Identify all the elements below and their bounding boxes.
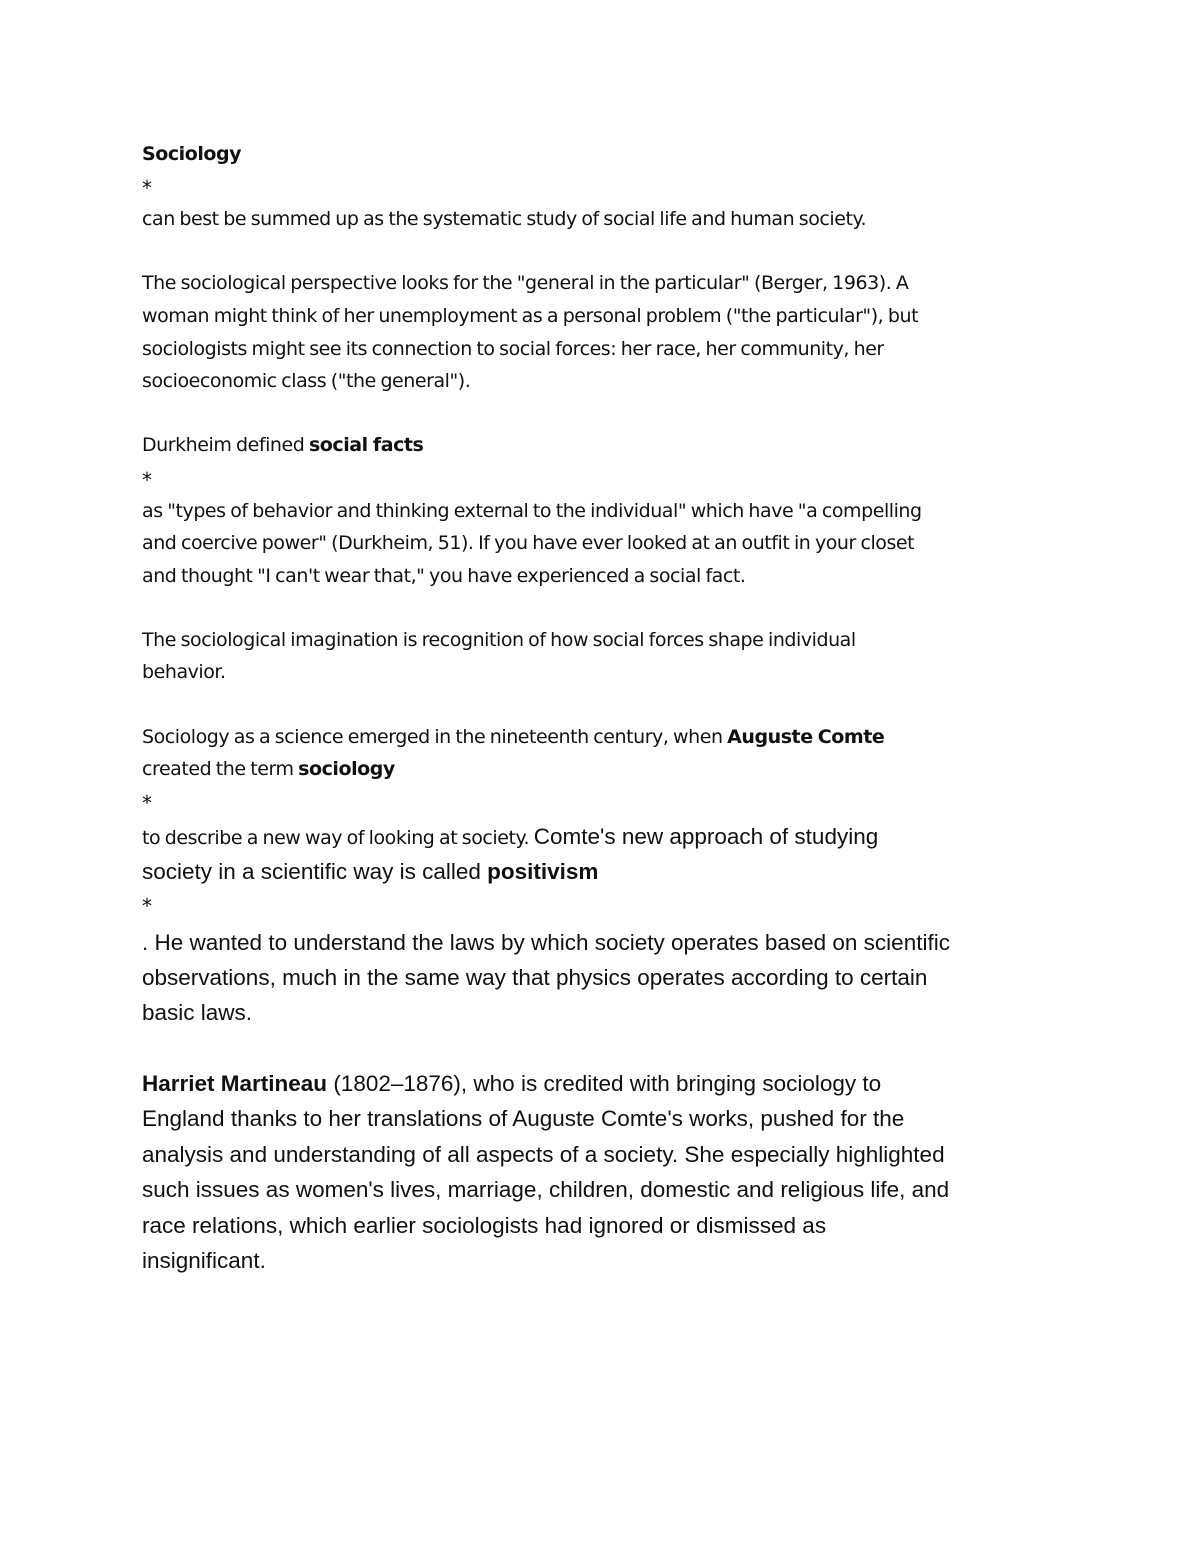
paragraph-line: insignificant. [142, 1248, 266, 1273]
paragraph-line: socioeconomic class ("the general"). [142, 370, 471, 392]
paragraph-text: to describe a new way of looking at society. [142, 827, 534, 849]
bold-name: Harriet Martineau [142, 1071, 328, 1096]
paragraph-text: created the term [142, 758, 299, 780]
paragraph-line: . He wanted to understand the laws by which society operates based on scientific [142, 930, 950, 955]
paragraph-line: behavior. [142, 661, 226, 683]
bold-name: Auguste Comte [727, 726, 885, 748]
paragraph-line [142, 1073, 881, 1096]
paragraph-line [142, 436, 423, 455]
paragraph-text: (1802–1876), who is credited with bringing sociology to [327, 1071, 882, 1096]
paragraph-line: basic laws. [142, 1000, 253, 1025]
paragraph-line: sociologists might see its connection to social forces: her race, her community, her [142, 338, 884, 360]
paragraph-text: society in a scientific way is called [142, 859, 488, 884]
paragraph-line: race relations, which earlier sociologists had ignored or dismissed as [142, 1213, 827, 1238]
paragraph-line: as "types of behavior and thinking external to the individual" which have "a compelling [142, 500, 922, 522]
paragraph-line: and thought "I can't wear that," you have experienced a social fact. [142, 565, 746, 587]
paragraph-text-large: Comte's new approach of studying [533, 824, 879, 849]
paragraph-line: The sociological imagination is recognition of how social forces shape individual [142, 629, 856, 651]
paragraph-line [142, 760, 395, 779]
document-title: Sociology [142, 143, 242, 165]
paragraph-line [142, 861, 598, 884]
paragraph-line: analysis and understanding of all aspects of a society. She especially highlighted [142, 1142, 945, 1167]
paragraph-line: such issues as women's lives, marriage, children, domestic and religious life, and [142, 1177, 950, 1202]
paragraph-text: Sociology as a science emerged in the nineteenth century, when [142, 726, 728, 748]
asterisk-marker: * [142, 468, 152, 492]
bold-term: social facts [308, 434, 424, 456]
paragraph-line [142, 826, 878, 849]
bold-term: sociology [298, 758, 395, 780]
paragraph-line: woman might think of her unemployment as a personal problem ("the particular"), but [142, 305, 919, 327]
paragraph-text: Durkheim defined [142, 434, 309, 456]
paragraph-line [142, 728, 884, 747]
asterisk-marker: * [142, 791, 152, 815]
definition-line: can best be summed up as the systematic study of social life and human society. [142, 208, 867, 230]
paragraph-line: and coercive power" (Durkheim, 51). If you have ever looked at an outfit in your closet [142, 532, 915, 554]
asterisk-marker: * [142, 894, 152, 918]
paragraph-line: The sociological perspective looks for the "general in the particular" (Berger, 1963). A [142, 272, 909, 294]
bold-term: positivism [487, 859, 599, 884]
paragraph-line: observations, much in the same way that physics operates according to certain [142, 965, 928, 990]
paragraph-line: England thanks to her translations of Auguste Comte's works, pushed for the [142, 1106, 905, 1131]
asterisk-marker: * [142, 176, 152, 200]
